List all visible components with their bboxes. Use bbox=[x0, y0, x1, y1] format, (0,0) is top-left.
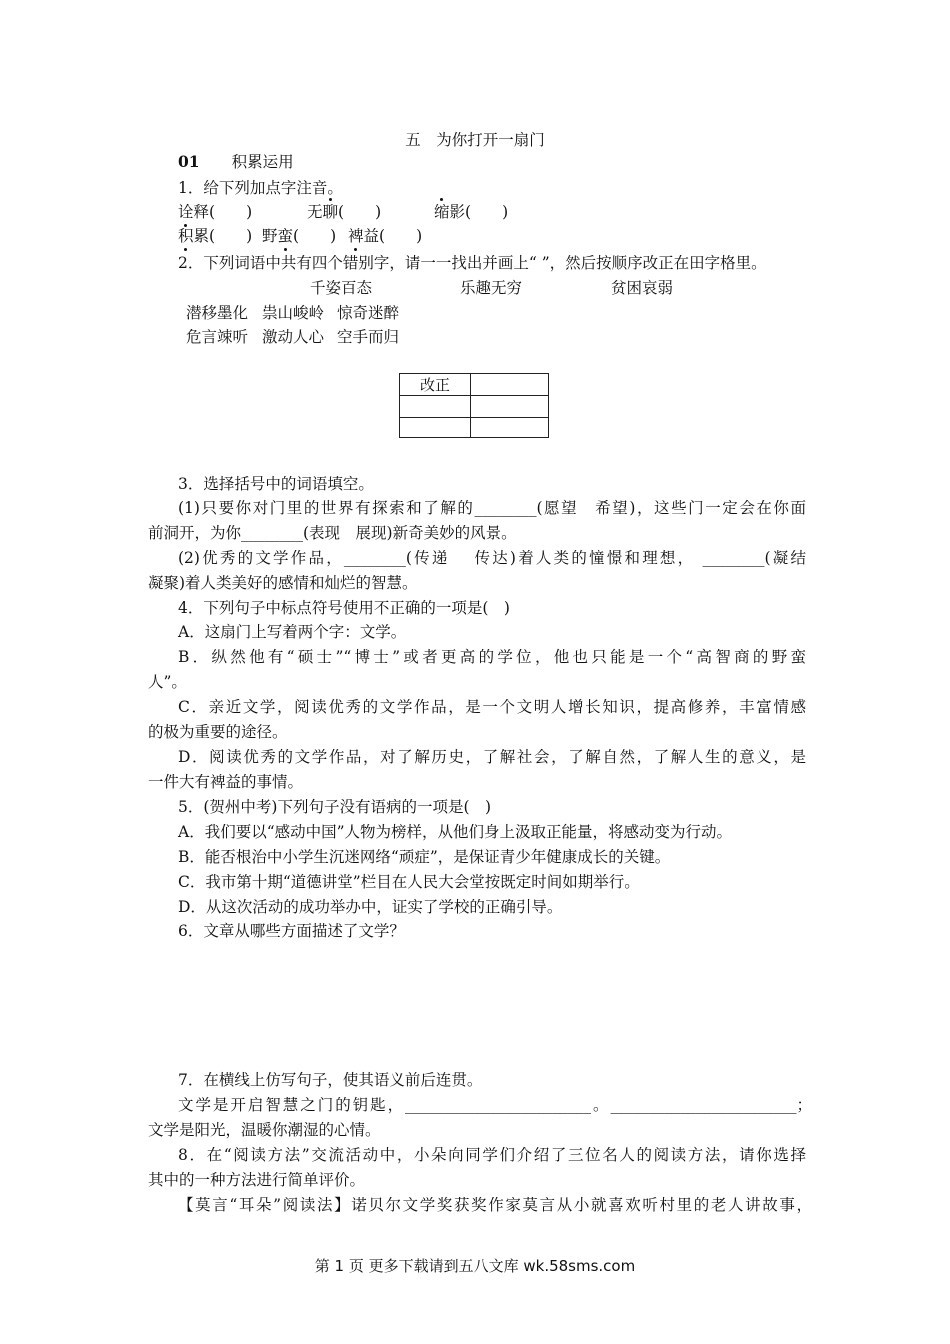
table-cell bbox=[471, 418, 549, 438]
q8-mo-yan-method: 【莫言“耳朵”阅读法】诺贝尔文学奖获奖作家莫言从小就喜欢听村里的老人讲故事， bbox=[178, 1196, 812, 1214]
section-header bbox=[178, 152, 294, 172]
q2-word: 惊奇迷醉 bbox=[337, 304, 400, 322]
q3-line: (1)只要你对门里的世界有探索和了解的________(愿望 希望)，这些门一定会在你面 bbox=[178, 499, 806, 517]
q5-option-c: C．我市第十期“道德讲堂”栏目在人民大会堂按既定时间如期举行。 bbox=[178, 873, 640, 891]
table-row bbox=[400, 396, 549, 418]
q5-option-a: A．我们要以“感动中国”人物为榜样，从他们身上汲取正能量，将感动变为行动。 bbox=[178, 823, 733, 841]
table-header-cell: 改正 bbox=[400, 374, 471, 396]
page-footer: 第 1 页 更多下载请到五八文库 wk.58sms.com bbox=[314, 1257, 636, 1275]
q4-option-c-cont: 的极为重要的途径。 bbox=[148, 723, 288, 741]
table-cell bbox=[400, 418, 471, 438]
q2-word: 危言竦听 bbox=[186, 328, 249, 346]
q3-line: 凝聚)着人类美好的感情和灿烂的智慧。 bbox=[148, 574, 418, 592]
q4-option-b-cont: 人”。 bbox=[148, 673, 187, 691]
q2-word: 乐趣无穷 bbox=[460, 279, 523, 297]
q1-word-1: 诠释( ) bbox=[178, 203, 253, 221]
q3-prompt: 3．选择括号中的词语填空。 bbox=[178, 475, 374, 493]
table-cell bbox=[471, 374, 549, 396]
q3-line: (2)优秀的文学作品，________(传递 传达)着人类的憧憬和理想， ________(凝结 bbox=[178, 549, 806, 567]
correction-table bbox=[399, 373, 549, 438]
q6-prompt: 6．文章从哪些方面描述了文学？ bbox=[178, 922, 405, 940]
q1-word-2: 无聊( ) bbox=[307, 203, 382, 221]
section-number: 01 bbox=[178, 152, 200, 171]
q4-option-d: D．阅读优秀的文学作品，对了解历史，了解社会，了解自然，了解人生的意义，是 bbox=[178, 748, 806, 766]
q4-option-d-cont: 一件大有裨益的事情。 bbox=[148, 773, 304, 791]
q7-line: 文学是开启智慧之门的钥匙，________________________。________________________； bbox=[178, 1096, 812, 1114]
q4-option-c: C．亲近文学，阅读优秀的文学作品，是一个文明人增长知识，提高修养，丰富情感 bbox=[178, 698, 806, 716]
q2-prompt: 2．下列词语中共有四个错别字，请一一找出并画上“ ”，然后按顺序改正在田字格里。 bbox=[178, 254, 767, 272]
table-cell bbox=[471, 396, 549, 418]
q2-word: 千姿百态 bbox=[310, 279, 373, 297]
q2-word: 贫困哀弱 bbox=[611, 279, 674, 297]
q1-prompt: 1．给下列加点字注音。 bbox=[178, 179, 343, 197]
section-name: 积累运用 bbox=[231, 153, 294, 171]
q1-word-5: 野蛮( ) bbox=[262, 227, 337, 245]
q2-word: 激动人心 bbox=[262, 328, 325, 346]
table-row bbox=[400, 418, 549, 438]
q4-option-b: B．纵然他有“硕士”“博士”或者更高的学位，他也只能是一个“高智商的野蛮 bbox=[178, 648, 806, 666]
q1-word-4: 积累( ) bbox=[178, 227, 253, 245]
q7-line: 文学是阳光，温暖你潮湿的心情。 bbox=[148, 1121, 381, 1139]
q1-word-3: 缩影( ) bbox=[434, 203, 509, 221]
q1-word-6: 裨益( ) bbox=[348, 227, 423, 245]
table-cell bbox=[400, 396, 471, 418]
q7-prompt: 7．在横线上仿写句子，使其语义前后连贯。 bbox=[178, 1071, 483, 1089]
q4-option-a: A．这扇门上写着两个字：文学。 bbox=[178, 623, 407, 641]
q3-line: 前洞开，为你________(表现 展现)新奇美妙的风景。 bbox=[148, 524, 517, 542]
q2-word: 空手而归 bbox=[337, 328, 400, 346]
q5-prompt: 5．(贺州中考)下列句子没有语病的一项是( ) bbox=[178, 798, 492, 816]
q2-word: 祟山峻岭 bbox=[262, 304, 325, 322]
q4-prompt: 4．下列句子中标点符号使用不正确的一项是( ) bbox=[178, 599, 510, 617]
q8-prompt: 8．在“阅读方法”交流活动中，小朵向同学们介绍了三位名人的阅读方法，请你选择 bbox=[178, 1146, 806, 1164]
q5-option-d: D．从这次活动的成功举办中，证实了学校的正确引导。 bbox=[178, 898, 563, 916]
page-title: 五 为你打开一扇门 bbox=[405, 131, 545, 149]
q8-prompt-cont: 其中的一种方法进行简单评价。 bbox=[148, 1171, 366, 1189]
q2-word: 潜移墨化 bbox=[186, 304, 249, 322]
q5-option-b: B．能否根治中小学生沉迷网络“顽症”，是保证青少年健康成长的关键。 bbox=[178, 848, 671, 866]
table-row bbox=[400, 374, 549, 396]
